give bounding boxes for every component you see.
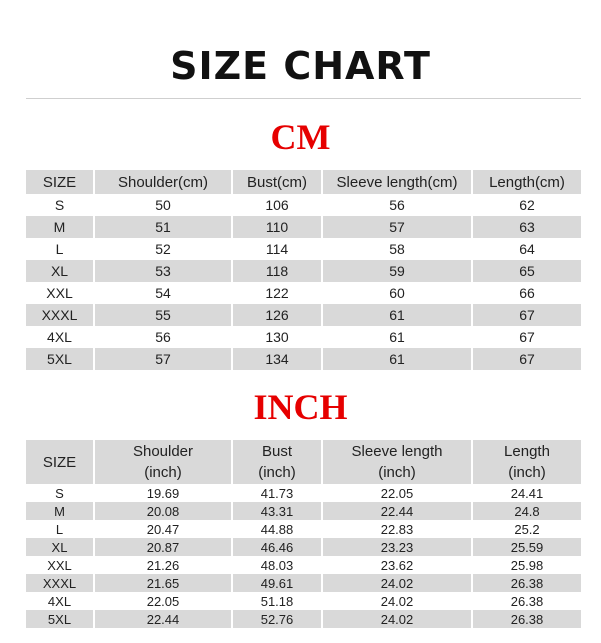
- table-cell: 48.03: [232, 556, 322, 574]
- table-cell: 44.88: [232, 520, 322, 538]
- column-header: Bust(cm): [232, 170, 322, 194]
- column-header: [472, 440, 581, 484]
- table-row: [26, 326, 581, 348]
- table-cell: 26.38: [472, 592, 581, 610]
- table-cell: 50: [94, 194, 232, 216]
- inch-section-heading: INCH: [253, 387, 348, 427]
- table-cell: 22.05: [322, 484, 472, 502]
- column-header: Shoulder(cm): [94, 170, 232, 194]
- table-cell: 22.44: [94, 610, 232, 628]
- table-cell: 61: [322, 348, 472, 370]
- table-row: [26, 574, 581, 592]
- column-header-unit: (inch): [378, 464, 416, 481]
- table-header-row: [26, 170, 581, 194]
- table-row: [26, 216, 581, 238]
- column-header: Length(cm): [472, 170, 581, 194]
- column-header-label: Shoulder: [132, 443, 194, 460]
- table-cell: 23.23: [322, 538, 472, 556]
- table-cell: 4XL: [26, 326, 94, 348]
- table-cell: 52.76: [232, 610, 322, 628]
- table-header-row: [26, 440, 581, 484]
- column-header-label: SIZE: [42, 453, 77, 471]
- table-cell: 130: [232, 326, 322, 348]
- table-cell: 62: [472, 194, 581, 216]
- table-cell: L: [26, 238, 94, 260]
- table-row: [26, 502, 581, 520]
- table-row: [26, 610, 581, 628]
- table-cell: XXL: [26, 282, 94, 304]
- table-cell: 122: [232, 282, 322, 304]
- table-cell: 5XL: [26, 610, 94, 628]
- table-cell: 21.26: [94, 556, 232, 574]
- table-cell: 26.38: [472, 574, 581, 592]
- table-cell: 67: [472, 326, 581, 348]
- table-cell: 118: [232, 260, 322, 282]
- table-row: [26, 484, 581, 502]
- table-cell: 52: [94, 238, 232, 260]
- table-cell: 4XL: [26, 592, 94, 610]
- table-cell: 5XL: [26, 348, 94, 370]
- table-cell: 63: [472, 216, 581, 238]
- table-cell: 61: [322, 304, 472, 326]
- column-header-label: Bust: [261, 443, 292, 460]
- table-cell: 54: [94, 282, 232, 304]
- table-cell: M: [26, 502, 94, 520]
- table-cell: 22.05: [94, 592, 232, 610]
- table-cell: 20.08: [94, 502, 232, 520]
- table-row: [26, 538, 581, 556]
- table-cell: 67: [472, 304, 581, 326]
- table-cell: 65: [472, 260, 581, 282]
- table-cell: 49.61: [232, 574, 322, 592]
- table-cell: 58: [322, 238, 472, 260]
- table-cell: 67: [472, 348, 581, 370]
- table-cell: 51.18: [232, 592, 322, 610]
- table-cell: 110: [232, 216, 322, 238]
- column-header: [26, 440, 94, 484]
- table-cell: 59: [322, 260, 472, 282]
- table-row: [26, 282, 581, 304]
- table-cell: 57: [94, 348, 232, 370]
- table-cell: 22.44: [322, 502, 472, 520]
- table-cell: S: [26, 484, 94, 502]
- table-cell: 46.46: [232, 538, 322, 556]
- table-cell: 25.59: [472, 538, 581, 556]
- column-header-unit: (inch): [144, 464, 182, 481]
- table-cell: 43.31: [232, 502, 322, 520]
- table-cell: XXL: [26, 556, 94, 574]
- table-cell: XL: [26, 538, 94, 556]
- table-cell: 20.87: [94, 538, 232, 556]
- column-header: [94, 440, 232, 484]
- table-cell: M: [26, 216, 94, 238]
- table-cell: S: [26, 194, 94, 216]
- table-cell: 25.2: [472, 520, 581, 538]
- table-cell: 26.38: [472, 610, 581, 628]
- table-row: [26, 194, 581, 216]
- table-cell: 41.73: [232, 484, 322, 502]
- table-cell: 66: [472, 282, 581, 304]
- table-cell: 114: [232, 238, 322, 260]
- table-cell: 55: [94, 304, 232, 326]
- table-row: [26, 592, 581, 610]
- table-cell: 60: [322, 282, 472, 304]
- table-cell: 20.47: [94, 520, 232, 538]
- table-row: [26, 238, 581, 260]
- table-cell: 19.69: [94, 484, 232, 502]
- column-header-unit: (inch): [508, 464, 546, 481]
- table-cell: 21.65: [94, 574, 232, 592]
- table-cell: 56: [322, 194, 472, 216]
- table-cell: 24.41: [472, 484, 581, 502]
- inch-size-table: [26, 440, 581, 628]
- cm-section-heading: CM: [270, 117, 331, 157]
- table-cell: 53: [94, 260, 232, 282]
- table-row: [26, 520, 581, 538]
- column-header: [322, 440, 472, 484]
- column-header-unit: (inch): [258, 464, 296, 481]
- table-row: [26, 304, 581, 326]
- table-cell: XXXL: [26, 304, 94, 326]
- table-row: [26, 260, 581, 282]
- table-cell: 61: [322, 326, 472, 348]
- table-cell: 22.83: [322, 520, 472, 538]
- column-header: SIZE: [26, 170, 94, 194]
- table-cell: 23.62: [322, 556, 472, 574]
- table-cell: XXXL: [26, 574, 94, 592]
- table-cell: 24.02: [322, 574, 472, 592]
- title-divider: [26, 98, 581, 99]
- table-cell: 134: [232, 348, 322, 370]
- column-header-label: Sleeve length: [351, 443, 443, 460]
- table-cell: 24.8: [472, 502, 581, 520]
- table-row: [26, 348, 581, 370]
- column-header-label: Length: [504, 443, 550, 460]
- table-cell: 51: [94, 216, 232, 238]
- table-cell: XL: [26, 260, 94, 282]
- table-row: [26, 556, 581, 574]
- table-cell: 64: [472, 238, 581, 260]
- table-cell: 24.02: [322, 592, 472, 610]
- cm-size-table: [26, 170, 581, 370]
- table-cell: 126: [232, 304, 322, 326]
- column-header: [232, 440, 322, 484]
- column-header: Sleeve length(cm): [322, 170, 472, 194]
- page-title: SIZE CHART: [170, 44, 431, 88]
- table-cell: 56: [94, 326, 232, 348]
- table-cell: 57: [322, 216, 472, 238]
- table-cell: 106: [232, 194, 322, 216]
- table-cell: L: [26, 520, 94, 538]
- table-cell: 24.02: [322, 610, 472, 628]
- table-cell: 25.98: [472, 556, 581, 574]
